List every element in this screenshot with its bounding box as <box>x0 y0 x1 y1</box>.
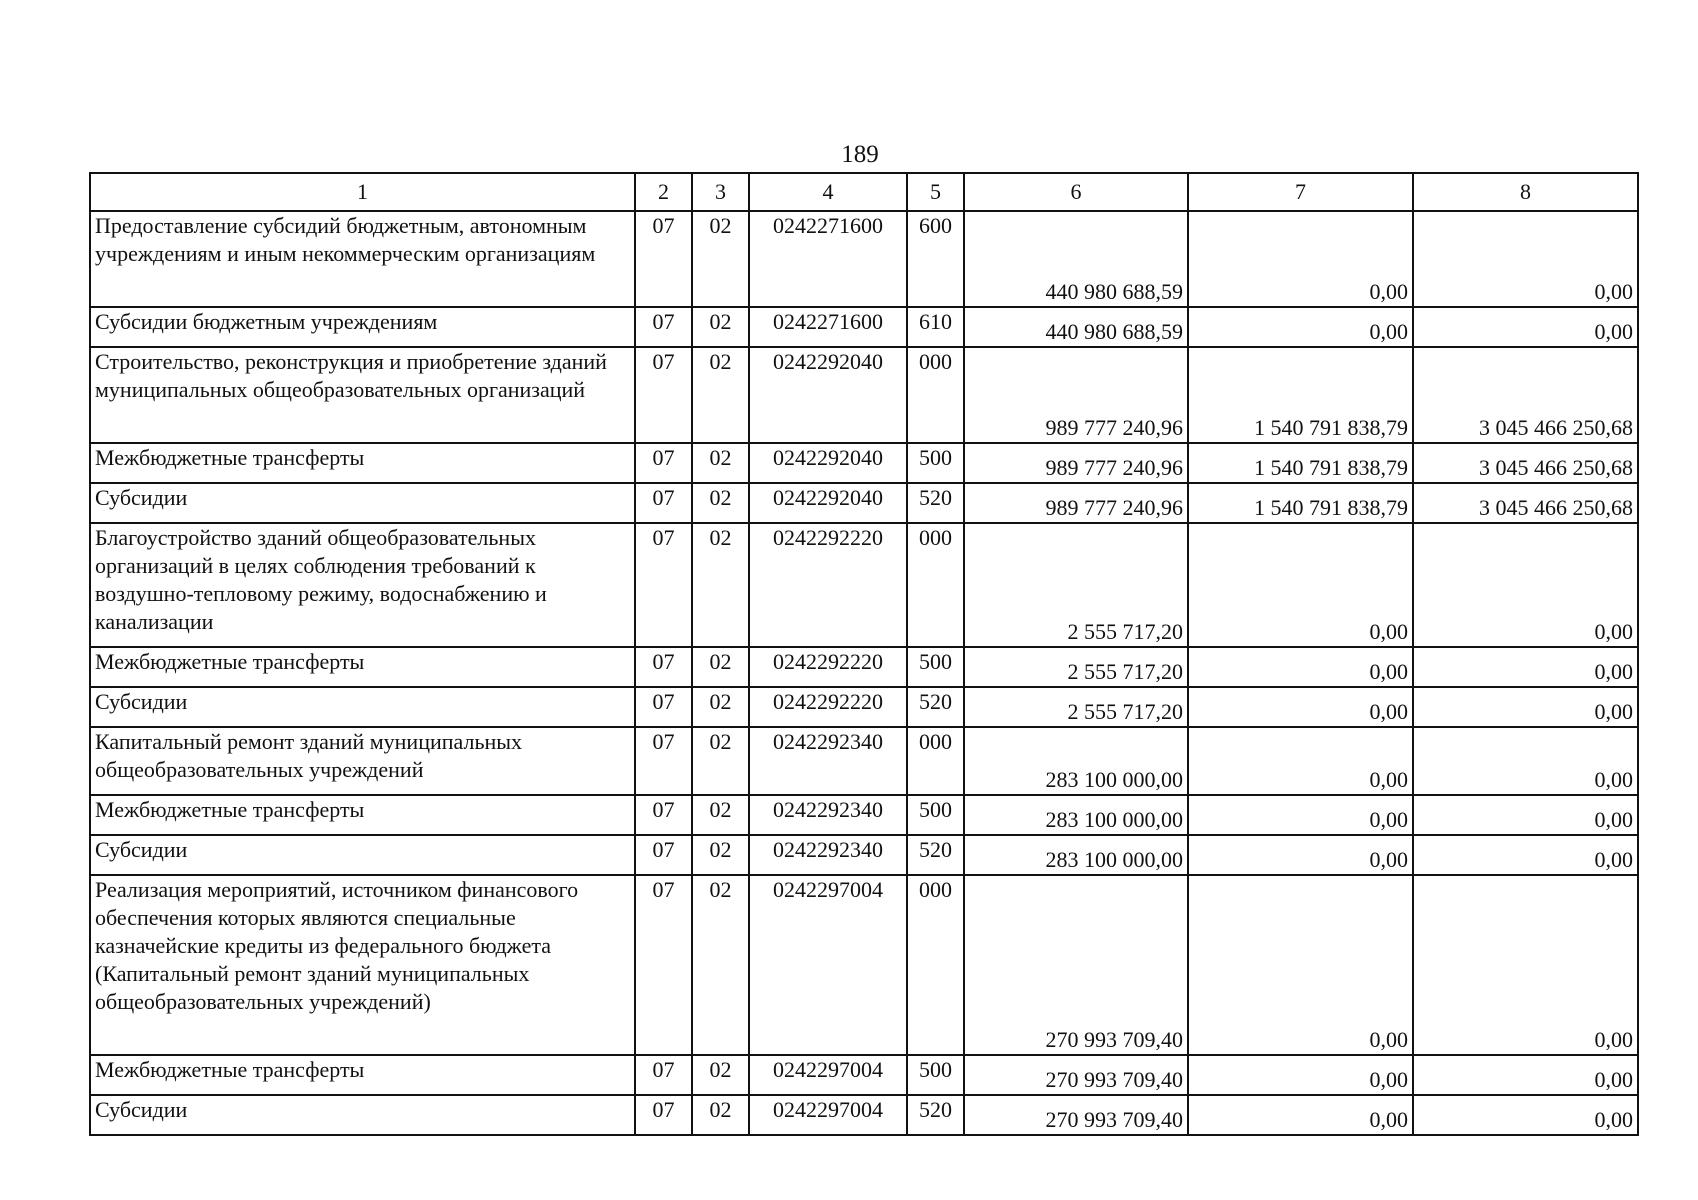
amount-col6-cell: 270 993 709,40 <box>964 1095 1188 1135</box>
table-row <box>90 875 1638 1055</box>
section-code-cell: 07 <box>635 307 692 347</box>
section-code-cell: 07 <box>635 727 692 795</box>
amount-col7-cell: 0,00 <box>1188 1095 1413 1135</box>
amount-col6-cell: 989 777 240,96 <box>964 347 1188 443</box>
amount-col6-cell: 2 555 717,20 <box>964 687 1188 727</box>
target-article-cell: 0242292220 <box>749 647 907 687</box>
section-code-cell: 07 <box>635 1055 692 1095</box>
amount-col8-cell: 3 045 466 250,68 <box>1413 347 1638 443</box>
table-row <box>90 523 1638 647</box>
amount-col7-cell: 0,00 <box>1188 795 1413 835</box>
subsection-code-cell: 02 <box>692 875 749 1055</box>
expense-type-cell: 000 <box>907 875 964 1055</box>
table-row <box>90 727 1638 795</box>
amount-col7-cell: 1 540 791 838,79 <box>1188 347 1413 443</box>
subsection-code-cell: 02 <box>692 483 749 523</box>
table-row <box>90 835 1638 875</box>
amount-col8-cell: 3 045 466 250,68 <box>1413 483 1638 523</box>
column-header: 4 <box>749 173 907 211</box>
table-row <box>90 1095 1638 1135</box>
expense-type-cell: 520 <box>907 483 964 523</box>
amount-col8-cell: 0,00 <box>1413 795 1638 835</box>
section-code-cell: 07 <box>635 875 692 1055</box>
section-code-cell: 07 <box>635 443 692 483</box>
row-name-cell: Межбюджетные трансферты <box>90 795 635 835</box>
section-code-cell: 07 <box>635 211 692 307</box>
section-code-cell: 07 <box>635 483 692 523</box>
amount-col7-cell: 0,00 <box>1188 727 1413 795</box>
row-name-cell: Субсидии <box>90 1095 635 1135</box>
table-row <box>90 483 1638 523</box>
amount-col6-cell: 440 980 688,59 <box>964 307 1188 347</box>
row-name-cell: Межбюджетные трансферты <box>90 647 635 687</box>
column-header: 6 <box>964 173 1188 211</box>
row-name-cell: Межбюджетные трансферты <box>90 443 635 483</box>
amount-col8-cell: 0,00 <box>1413 835 1638 875</box>
amount-col6-cell: 283 100 000,00 <box>964 835 1188 875</box>
subsection-code-cell: 02 <box>692 523 749 647</box>
row-name-cell: Межбюджетные трансферты <box>90 1055 635 1095</box>
target-article-cell: 0242292220 <box>749 523 907 647</box>
row-name-cell: Предоставление субсидий бюджетным, автономным учреждениям и иным некоммерческим организациям <box>90 211 635 307</box>
subsection-code-cell: 02 <box>692 211 749 307</box>
subsection-code-cell: 02 <box>692 727 749 795</box>
target-article-cell: 0242292340 <box>749 835 907 875</box>
amount-col7-cell: 1 540 791 838,79 <box>1188 483 1413 523</box>
target-article-cell: 0242292040 <box>749 443 907 483</box>
expense-type-cell: 520 <box>907 835 964 875</box>
expense-type-cell: 000 <box>907 727 964 795</box>
table-row <box>90 647 1638 687</box>
section-code-cell: 07 <box>635 647 692 687</box>
section-code-cell: 07 <box>635 795 692 835</box>
row-name-cell: Субсидии <box>90 483 635 523</box>
amount-col8-cell: 0,00 <box>1413 523 1638 647</box>
amount-col7-cell: 0,00 <box>1188 523 1413 647</box>
amount-col7-cell: 0,00 <box>1188 647 1413 687</box>
amount-col6-cell: 283 100 000,00 <box>964 727 1188 795</box>
subsection-code-cell: 02 <box>692 647 749 687</box>
amount-col7-cell: 0,00 <box>1188 687 1413 727</box>
target-article-cell: 0242271600 <box>749 307 907 347</box>
expense-type-cell: 520 <box>907 687 964 727</box>
amount-col8-cell: 0,00 <box>1413 307 1638 347</box>
expense-type-cell: 500 <box>907 647 964 687</box>
table-row <box>90 687 1638 727</box>
amount-col7-cell: 0,00 <box>1188 875 1413 1055</box>
subsection-code-cell: 02 <box>692 307 749 347</box>
column-header: 3 <box>692 173 749 211</box>
amount-col6-cell: 440 980 688,59 <box>964 211 1188 307</box>
expense-type-cell: 500 <box>907 443 964 483</box>
column-header: 1 <box>90 173 635 211</box>
amount-col8-cell: 0,00 <box>1413 211 1638 307</box>
target-article-cell: 0242292040 <box>749 347 907 443</box>
amount-col8-cell: 0,00 <box>1413 687 1638 727</box>
amount-col8-cell: 0,00 <box>1413 1095 1638 1135</box>
table-row <box>90 1055 1638 1095</box>
expense-type-cell: 000 <box>907 347 964 443</box>
row-name-cell: Субсидии <box>90 687 635 727</box>
page-number: 189 <box>841 141 879 168</box>
column-header: 7 <box>1188 173 1413 211</box>
section-code-cell: 07 <box>635 347 692 443</box>
section-code-cell: 07 <box>635 835 692 875</box>
expense-type-cell: 520 <box>907 1095 964 1135</box>
row-name-cell: Субсидии <box>90 835 635 875</box>
table-row <box>90 347 1638 443</box>
table-row <box>90 443 1638 483</box>
amount-col6-cell: 2 555 717,20 <box>964 647 1188 687</box>
expense-type-cell: 500 <box>907 1055 964 1095</box>
subsection-code-cell: 02 <box>692 835 749 875</box>
column-header: 5 <box>907 173 964 211</box>
amount-col8-cell: 0,00 <box>1413 727 1638 795</box>
amount-col7-cell: 0,00 <box>1188 211 1413 307</box>
target-article-cell: 0242297004 <box>749 1055 907 1095</box>
target-article-cell: 0242292340 <box>749 795 907 835</box>
amount-col6-cell: 989 777 240,96 <box>964 483 1188 523</box>
target-article-cell: 0242271600 <box>749 211 907 307</box>
amount-col6-cell: 989 777 240,96 <box>964 443 1188 483</box>
amount-col7-cell: 0,00 <box>1188 307 1413 347</box>
target-article-cell: 0242292220 <box>749 687 907 727</box>
amount-col8-cell: 3 045 466 250,68 <box>1413 443 1638 483</box>
section-code-cell: 07 <box>635 523 692 647</box>
amount-col8-cell: 0,00 <box>1413 647 1638 687</box>
column-header: 8 <box>1413 173 1638 211</box>
amount-col7-cell: 0,00 <box>1188 1055 1413 1095</box>
expense-type-cell: 000 <box>907 523 964 647</box>
section-code-cell: 07 <box>635 687 692 727</box>
table-row <box>90 211 1638 307</box>
expense-type-cell: 610 <box>907 307 964 347</box>
subsection-code-cell: 02 <box>692 1055 749 1095</box>
target-article-cell: 0242297004 <box>749 1095 907 1135</box>
subsection-code-cell: 02 <box>692 687 749 727</box>
amount-col7-cell: 0,00 <box>1188 835 1413 875</box>
row-name-cell: Реализация мероприятий, источником финансового обеспечения которых являются специальные казначейские кредиты из федерального бюджета (Капитальный ремонт зданий муниципальных общеобразовательных учреждений) <box>90 875 635 1055</box>
row-name-cell: Строительство, реконструкция и приобретение зданий муниципальных общеобразовательных организаций <box>90 347 635 443</box>
amount-col7-cell: 1 540 791 838,79 <box>1188 443 1413 483</box>
target-article-cell: 0242292340 <box>749 727 907 795</box>
amount-col6-cell: 270 993 709,40 <box>964 875 1188 1055</box>
subsection-code-cell: 02 <box>692 347 749 443</box>
amount-col6-cell: 283 100 000,00 <box>964 795 1188 835</box>
budget-table <box>89 172 1639 1136</box>
subsection-code-cell: 02 <box>692 795 749 835</box>
section-code-cell: 07 <box>635 1095 692 1135</box>
target-article-cell: 0242292040 <box>749 483 907 523</box>
subsection-code-cell: 02 <box>692 1095 749 1135</box>
expense-type-cell: 500 <box>907 795 964 835</box>
table-row <box>90 307 1638 347</box>
row-name-cell: Субсидии бюджетным учреждениям <box>90 307 635 347</box>
target-article-cell: 0242297004 <box>749 875 907 1055</box>
amount-col6-cell: 270 993 709,40 <box>964 1055 1188 1095</box>
table-row <box>90 795 1638 835</box>
column-header: 2 <box>635 173 692 211</box>
subsection-code-cell: 02 <box>692 443 749 483</box>
row-name-cell: Капитальный ремонт зданий муниципальных общеобразовательных учреждений <box>90 727 635 795</box>
amount-col8-cell: 0,00 <box>1413 1055 1638 1095</box>
header-row <box>90 173 1638 211</box>
row-name-cell: Благоустройство зданий общеобразовательных организаций в целях соблюдения требований к воздушно-тепловому режиму, водоснабжению и канализации <box>90 523 635 647</box>
amount-col8-cell: 0,00 <box>1413 875 1638 1055</box>
amount-col6-cell: 2 555 717,20 <box>964 523 1188 647</box>
expense-type-cell: 600 <box>907 211 964 307</box>
